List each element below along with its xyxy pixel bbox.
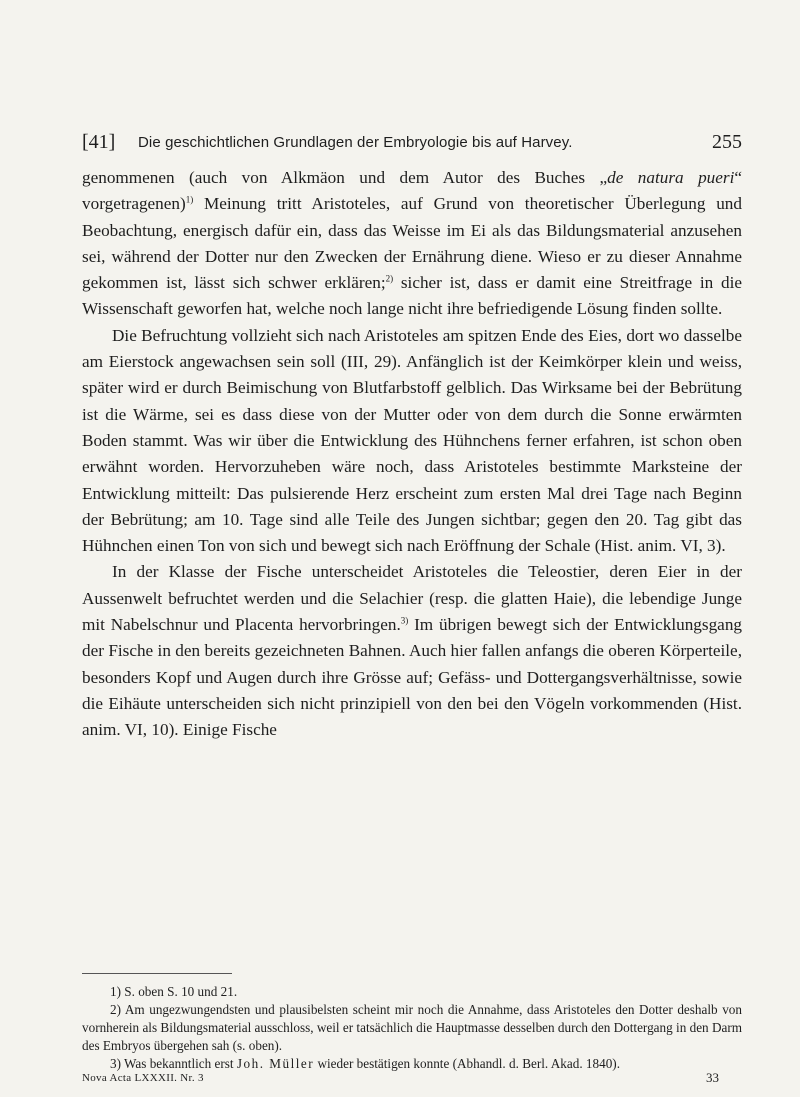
signature-mark: 33 [706,1070,719,1085]
paragraph-2: Die Befruchtung vollzieht sich nach Aristoteles am spitzen Ende des Eies, dort wo dasselbe am Eierstock angewachsen sein soll (III, 29). Anfänglich ist der Keimkörper klein und weiss, später wird er durch Beimischung von Blutfarbstoff gelblich. Das Wirksame bei der Bebrütung ist die Wärme, sei es dass diese von der Mutter oder von dem durch die Sonne erwärmten Boden stammt. Was wir über die Entwicklung des Hühnchens ferner erfahren, ist schon oben erwähnt worden. Hervorzuheben wäre noch, dass Aristoteles bestimmte Marksteine der Entwicklung mitteilt: Das pulsierende Herz erscheint zum ersten Mal drei Tage nach Beginn der Bebrütung; am 10. Tage sind alle Teile des Jungen sichtbar; gegen den 20. Tag gibt das Hühnchen einen Ton von sich und bewegt sich nach Eröffnung der Schale (Hist. anim. VI, 3). [82,325,742,556]
author-name: Joh. Müller [236,1056,315,1071]
footnote-divider [82,973,232,974]
main-text [82,165,742,744]
paragraph-3 [82,559,742,743]
text-run: In der Klasse der Fische unterscheidet Aristoteles die Teleostier, deren Eier in der Aussenwelt befruchtet werden und die Selachier (resp. die glatten Haie), die lebendige Junge mit Nabelschnur und Placenta hervorbringen. [82,562,742,635]
footnote-1: 1) S. oben S. 10 und 21. [110,984,238,999]
journal-citation: Nova Acta LXXXII. Nr. 3 [82,1072,204,1084]
italic-title: de natura pueri [607,168,735,187]
text-run: wieder bestätigen konnte (Abhandl. d. Berl. Akad. 1840). [314,1056,620,1071]
running-header [82,131,742,157]
text-run: Meinung tritt Aristoteles, auf Grund von theoretischer Überlegung und Beobachtung, energisch dafür ein, dass das Weisse im Ei als das Bildungsmaterial anzusehen sei, während der Dotter nur den Zwecken der Ernährung diene. Wieso er zu dieser Annahme gekommen ist, lässt sich schwer erklären; [82,194,742,293]
text-run: sicher ist, dass er damit eine Streitfrage in die Wissenschaft geworfen hat, welche noch lange nicht ihre befriedigende Lösung finden sollte. [82,273,742,319]
footnotes [82,983,742,1073]
footnote-ref-2: 2) [385,273,394,284]
footnote-3 [82,1055,742,1073]
footnote-2: 2) Am ungezwungendsten und plausibelsten scheint mir noch die Annahme, dass Aristoteles den Dotter deshalb von vornherein als Bildungsmaterial ausschloss, weil er tatsächlich die Hauptmasse desselben durch den Dottergang in den Darm des Embryos übergehen sah (s. oben). [82,1002,742,1053]
text-run: genommenen (auch von Alkmäon und dem Autor des Buches „ [82,168,608,187]
page-footer [82,1072,742,1088]
page-number: 255 [712,131,742,153]
running-title: Die geschichtlichen Grundlagen der Embryologie bis auf Harvey. [138,134,573,151]
text-run: 3) Was bekanntlich erst [110,1056,237,1071]
footnote-ref-1: 1) [185,194,194,205]
page-number-bracketed: [41] [82,131,116,153]
text-run: Im übrigen bewegt sich der Entwicklungsgang der Fische in den bereits gezeichneten Bahnen. Auch hier fallen anfangs die oberen Körperteile, besonders Kopf und Augen durch ihre Grösse auf; Gefäss- und Dottergangsverhältnisse, sowie die Eihäute unterscheiden sich nicht prinzipiell von den bei den Vögeln vorkommenden (Hist. anim. VI, 10). Einige Fische [82,615,743,740]
text-run: “ vorgetragenen) [82,168,742,214]
footnote-ref-3: 3) [400,615,409,626]
paragraph-1 [82,165,742,323]
